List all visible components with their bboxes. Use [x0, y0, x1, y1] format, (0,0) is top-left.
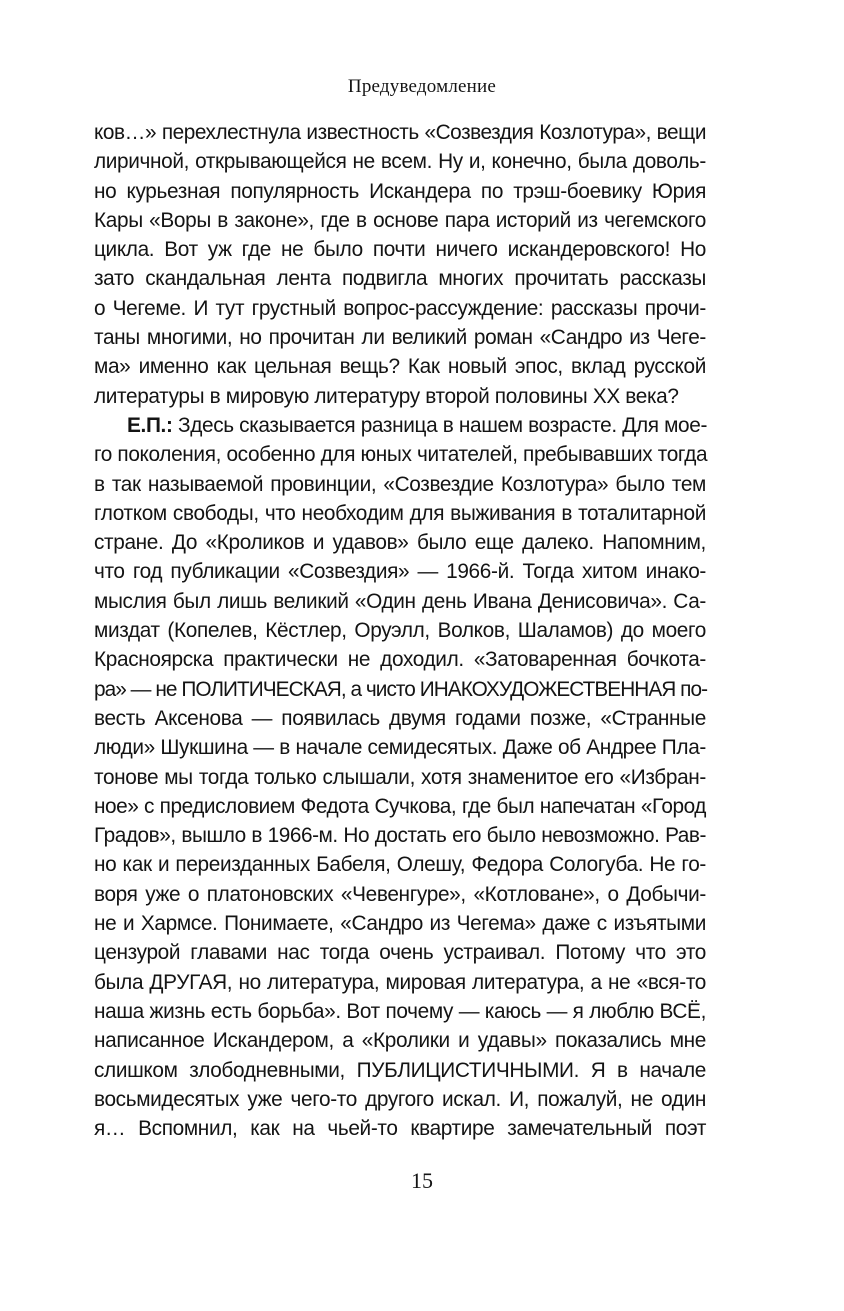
text-line: литературы в мировую литературу второй половины XX века?: [94, 384, 679, 408]
text-line: таны многими, но прочитан ли великий роман «Сандро из Чеге-: [94, 326, 706, 350]
text-line: я… Вспомнил, как на чьей-то квартире замечательный поэт: [94, 1117, 706, 1141]
text-line: цензурой главами нас тогда очень устраивал. Потому что это: [94, 941, 706, 965]
text-line: не и Хармсе. Понимаете, «Сандро из Чегема» даже с изъятыми: [94, 912, 706, 936]
text-line: о Чегеме. И тут грустный вопрос-рассуждение: рассказы прочи-: [94, 296, 706, 320]
text-line: Кары «Воры в законе», где в основе пара историй из чегемского: [94, 208, 706, 232]
text-line: миздат (Копелев, Кёстлер, Оруэлл, Волков, Шаламов) до моего: [94, 619, 706, 643]
text-line: воря уже о платоновских «Чевенгуре», «Котловане», о Добычи-: [94, 882, 706, 906]
text-line: Красноярска практически не доходил. «Затоваренная бочкота-: [94, 648, 706, 672]
text-line: написанное Искандером, а «Кролики и удавы» показались мне: [94, 1029, 706, 1053]
text-line: ное» с предисловием Федота Сучкова, где был напечатан «Город: [94, 794, 706, 818]
text-line: слишком злободневными, ПУБЛИЦИСТИЧНЫМИ. Я в начале: [94, 1058, 706, 1082]
text-line: что год публикации «Созвездия» — 1966-й. Тогда хитом инако-: [94, 560, 706, 584]
running-header: Предуведомление: [347, 76, 497, 97]
text-line: [94, 411, 706, 440]
text-line: но курьезная популярность Искандера по трэш-боевику Юрия: [94, 179, 706, 203]
text-line: стране. До «Кроликов и удавов» было еще далеко. Напомним,: [94, 531, 706, 555]
text-line: глотком свободы, что необходим для выживания в тоталитарной: [94, 501, 706, 525]
line-text: Здесь сказывается разница в нашем возрасте. Для мое-: [172, 413, 708, 437]
text-line: была ДРУГАЯ, но литература, мировая литература, а не «вся-то: [94, 970, 706, 994]
text-line: зато скандальная лента подвигла многих прочитать рассказы: [94, 267, 706, 291]
text-line: цикла. Вот уж где не было почти ничего искандеровского! Но: [94, 238, 706, 262]
text-line: ков…» перехлестнула известность «Созвездия Козлотура», вещи: [94, 121, 706, 144]
paragraph-1: [94, 118, 706, 411]
text-line: в так называемой провинции, «Созвездие Козлотура» было тем: [94, 472, 706, 496]
speaker-label: Е.П.:: [127, 413, 173, 437]
text-line: тонове мы тогда только слышали, хотя знаменитое его «Избран-: [94, 765, 706, 789]
text-line: ра» — не ПОЛИТИЧЕСКАЯ, а чисто ИНАКОХУДОЖЕСТВЕННАЯ по-: [94, 677, 708, 701]
text-line: ма» именно как цельная вещь? Как новый эпос, вклад русской: [94, 355, 706, 379]
paragraph-2: [94, 411, 706, 1143]
text-line: восьмидесятых уже чего-то другого искал. И, пожалуй, не один: [94, 1087, 706, 1111]
text-line: лиричной, открывающейся не всем. Ну и, конечно, была доволь-: [94, 150, 706, 174]
page-number: 15: [411, 1168, 433, 1193]
text-line: мыслия был лишь великий «Один день Ивана Денисовича». Са-: [94, 589, 706, 613]
text-line: наша жизнь есть борьба». Вот почему — каюсь — я люблю ВСЁ,: [94, 999, 706, 1023]
text-line: но как и переизданных Бабеля, Олешу, Федора Сологуба. Не го-: [94, 853, 706, 877]
text-line: люди» Шукшина — в начале семидесятых. Даже об Андрее Пла-: [94, 736, 706, 760]
body-text: [94, 118, 706, 1143]
text-line: Градов», вышло в 1966-м. Но достать его было невозможно. Рав-: [94, 824, 706, 848]
text-line: го поколения, особенно для юных читателей, пребывавших тогда: [94, 443, 708, 467]
text-line: весть Аксенова — появилась двумя годами позже, «Странные: [94, 706, 706, 730]
